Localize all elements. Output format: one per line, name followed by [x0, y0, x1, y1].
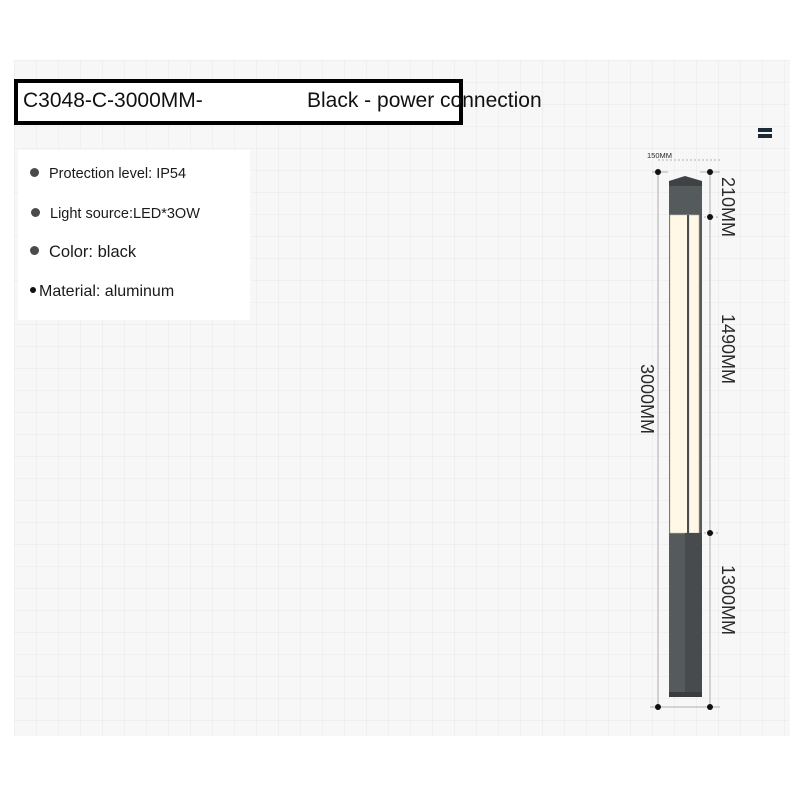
spec-material-text: Material: aluminum: [39, 283, 175, 300]
light-panel-label: 1490MM: [718, 314, 738, 385]
dimension-dot: [707, 704, 713, 710]
dimension-dot: [707, 214, 713, 220]
top-cap-label: 210MM: [718, 177, 738, 238]
light-panel-divider: [687, 215, 689, 533]
total-height-label: 3000MM: [637, 364, 657, 435]
pole-base-shadow: [685, 533, 702, 697]
model-number: C3048-C-3000MM-: [23, 89, 203, 112]
pole-foot: [669, 692, 702, 697]
light-panel-side: [689, 215, 699, 533]
spec-light-source-text: Light source:LED*3OW: [50, 206, 200, 222]
dimension-dot: [707, 530, 713, 536]
pole-cap: [669, 176, 702, 186]
width-label: 150MM: [647, 151, 673, 160]
product-variant: Black - power connection: [307, 89, 542, 112]
dimension-dot: [655, 704, 661, 710]
dimension-dot: [655, 169, 661, 175]
base-label: 1300MM: [718, 565, 738, 636]
spec-protection-text: Protection level: IP54: [49, 166, 187, 182]
dimension-dot: [707, 169, 713, 175]
spec-color-text: Color: black: [49, 243, 137, 261]
